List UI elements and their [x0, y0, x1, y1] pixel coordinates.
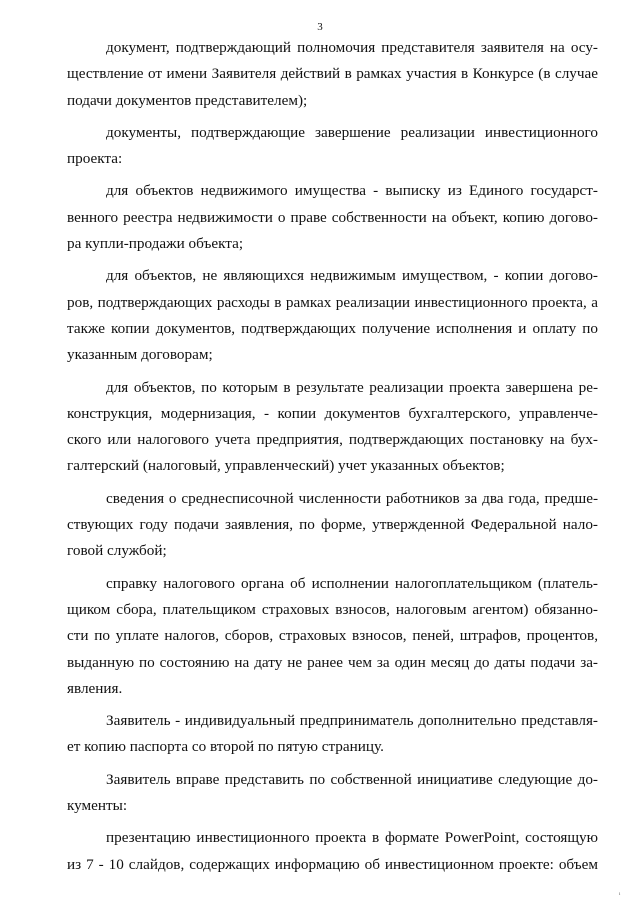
text-line: конструкция, модернизация, - копии документов бухгалтерского, управленче- — [67, 404, 598, 422]
text-line: сведения о среднесписочной численности работников за два года, предше- — [106, 489, 598, 507]
text-line: ров, подтверждающих расходы в рамках реализации инвестиционного проекта, а — [67, 293, 598, 311]
text-line: ществление от имени Заявителя действий в рамках участия в Конкурсе (в случае — [67, 65, 598, 83]
text-line: явления. — [67, 679, 123, 697]
text-line: ра купли-продажи объекта; — [67, 235, 244, 253]
text-line: выданную по состоянию на дату не ранее чем за один месяц до даты подачи за- — [67, 653, 598, 671]
text-line: проекта: — [67, 150, 123, 168]
text-line: сти по уплате налогов, сборов, страховых взносов, пеней, штрафов, процентов, — [67, 627, 598, 645]
text-line: венного реестра недвижимости о праве собственности на объект, копию догово- — [67, 208, 598, 226]
page-number: 3 — [317, 21, 323, 33]
text-line: ствующих году подачи заявления, по форме, утвержденной Федеральной нало- — [67, 516, 598, 534]
text-line: щиком сбора, плательщиком страховых взносов, налоговым агентом) обязанно- — [67, 600, 598, 618]
document-body — [67, 35, 598, 878]
text-line: говой службой; — [67, 542, 167, 560]
text-line: Заявитель - индивидуальный предприниматель дополнительно представля- — [106, 712, 598, 730]
text-line: ет копию паспорта со второй по пятую страницу. — [67, 738, 384, 756]
text-line: ского или налогового учета предприятия, подтверждающих постановку на бух- — [67, 431, 598, 449]
text-line: презентацию инвестиционного проекта в формате PowerPoint, состоящую — [106, 829, 598, 847]
text-line: документ, подтверждающий полномочия представителя заявителя на осу- — [106, 39, 598, 56]
scan-mark: ı — [619, 892, 621, 897]
text-line: документы, подтверждающие завершение реализации инвестиционного — [106, 123, 598, 141]
text-line: из 7 - 10 слайдов, содержащих информацию об инвестиционном проекте: объем — [67, 855, 598, 873]
text-line: галтерский (налоговый, управленческий) учет указанных объектов; — [67, 457, 505, 475]
text-line: подачи документов представителем); — [67, 91, 308, 109]
text-line: для объектов, по которым в результате реализации проекта завершена ре- — [106, 378, 598, 396]
text-line: справку налогового органа об исполнении налогоплательщиком (платель- — [106, 574, 598, 592]
text-line: для объектов недвижимого имущества - выписку из Единого государст- — [106, 182, 598, 200]
text-line: для объектов, не являющихся недвижимым имуществом, - копии догово- — [106, 267, 598, 285]
text-line: также копии документов, подтверждающих получение исполнения и оплату по — [67, 319, 598, 337]
text-line: кументы: — [67, 797, 128, 815]
text-line: указанным договорам; — [67, 346, 213, 364]
text-line: Заявитель вправе представить по собственной инициативе следующие до- — [106, 770, 598, 788]
